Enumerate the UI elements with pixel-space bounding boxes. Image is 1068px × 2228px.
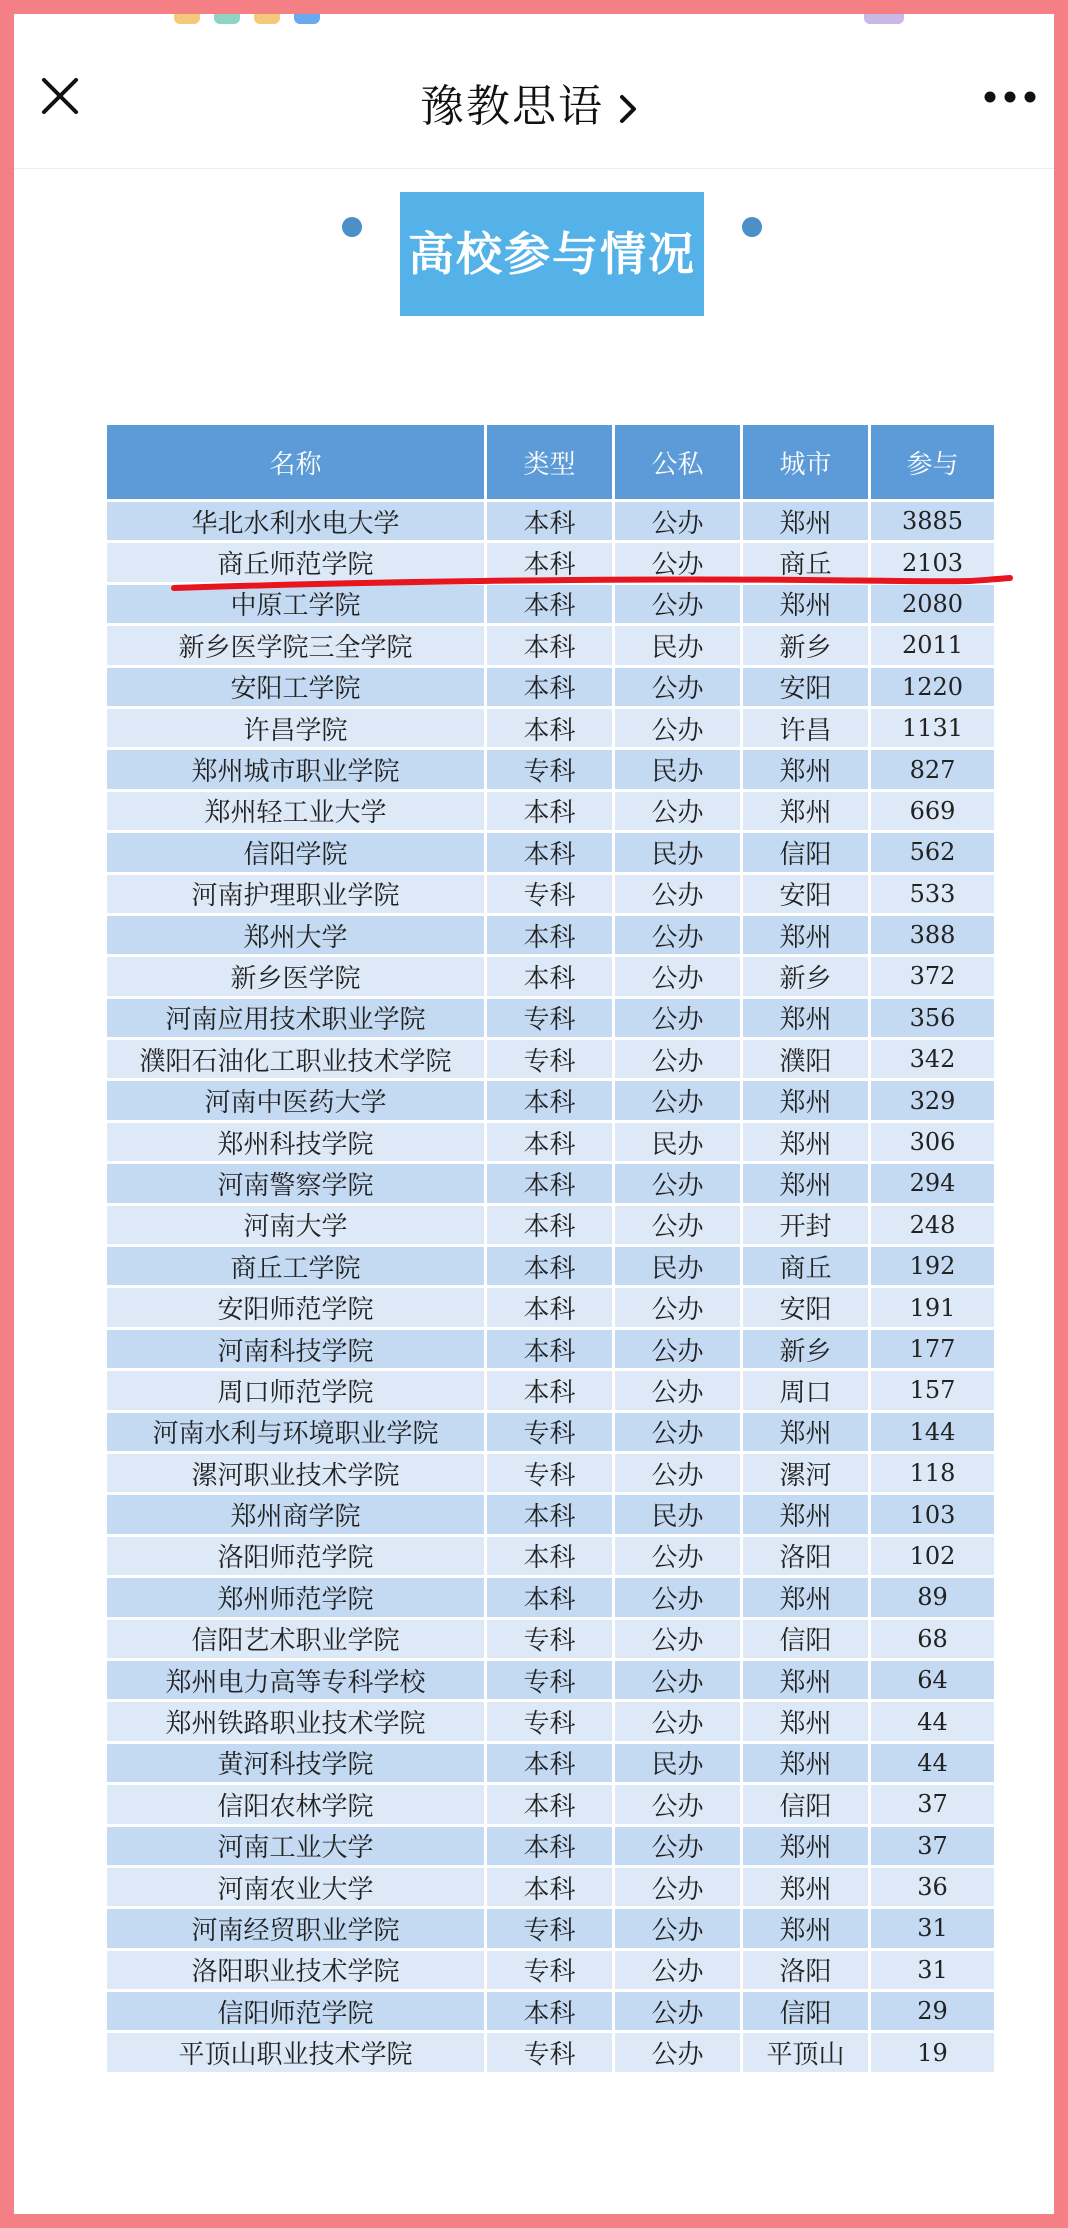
- cell-count: 29: [870, 1991, 996, 2032]
- cell-count: 562: [870, 832, 996, 873]
- table-row: [106, 1866, 996, 1907]
- cell-city: 郑州: [742, 749, 870, 790]
- table-row: [106, 1328, 996, 1369]
- table-row: [106, 542, 996, 583]
- cell-type: 本科: [486, 1080, 614, 1121]
- cell-city: 新乡: [742, 1328, 870, 1369]
- table-row: [106, 1080, 996, 1121]
- cell-type: 本科: [486, 1246, 614, 1287]
- cell-ownership: 民办: [614, 1246, 742, 1287]
- cell-name: 河南警察学院: [106, 1163, 486, 1204]
- cell-type: 本科: [486, 1742, 614, 1783]
- cell-name: 信阳农林学院: [106, 1784, 486, 1825]
- cell-type: 本科: [486, 1328, 614, 1369]
- cell-count: 102: [870, 1535, 996, 1576]
- table-row: [106, 1784, 996, 1825]
- cell-name: 河南中医药大学: [106, 1080, 486, 1121]
- cell-ownership: 公办: [614, 1825, 742, 1866]
- cell-name: 漯河职业技术学院: [106, 1452, 486, 1493]
- cell-name: 河南应用技术职业学院: [106, 997, 486, 1038]
- cell-ownership: 公办: [614, 1908, 742, 1949]
- cell-type: 专科: [486, 1452, 614, 1493]
- table-row: [106, 2032, 996, 2073]
- status-bar-icon: [174, 14, 200, 24]
- cell-name: 黄河科技学院: [106, 1742, 486, 1783]
- cell-count: 1131: [870, 707, 996, 748]
- cell-city: 郑州: [742, 997, 870, 1038]
- cell-type: 本科: [486, 1287, 614, 1328]
- table-row: [106, 749, 996, 790]
- cell-name: 河南经贸职业学院: [106, 1908, 486, 1949]
- cell-city: 洛阳: [742, 1535, 870, 1576]
- cell-type: 本科: [486, 501, 614, 542]
- column-header: 公私: [614, 424, 742, 501]
- cell-city: 信阳: [742, 1784, 870, 1825]
- cell-ownership: 民办: [614, 1121, 742, 1162]
- cell-city: 周口: [742, 1370, 870, 1411]
- cell-type: 专科: [486, 873, 614, 914]
- cell-city: 郑州: [742, 1494, 870, 1535]
- table-row: [106, 1411, 996, 1452]
- cell-type: 本科: [486, 914, 614, 955]
- cell-type: 本科: [486, 1991, 614, 2032]
- cell-name: 新乡医学院: [106, 956, 486, 997]
- cell-ownership: 公办: [614, 997, 742, 1038]
- cell-ownership: 公办: [614, 1618, 742, 1659]
- cell-ownership: 公办: [614, 1577, 742, 1618]
- cell-name: 平顶山职业技术学院: [106, 2032, 486, 2073]
- decoration-dot-left: [342, 217, 362, 237]
- cell-count: 294: [870, 1163, 996, 1204]
- cell-city: 郑州: [742, 1411, 870, 1452]
- cell-name: 河南科技学院: [106, 1328, 486, 1369]
- cell-name: 华北水利水电大学: [106, 501, 486, 542]
- cell-city: 漯河: [742, 1452, 870, 1493]
- cell-count: 144: [870, 1411, 996, 1452]
- cell-count: 68: [870, 1618, 996, 1659]
- cell-city: 商丘: [742, 542, 870, 583]
- cell-city: 信阳: [742, 832, 870, 873]
- cell-type: 本科: [486, 1370, 614, 1411]
- cell-name: 信阳艺术职业学院: [106, 1618, 486, 1659]
- cell-city: 商丘: [742, 1246, 870, 1287]
- cell-name: 濮阳石油化工职业技术学院: [106, 1039, 486, 1080]
- table-row: [106, 1163, 996, 1204]
- cell-count: 306: [870, 1121, 996, 1162]
- cell-ownership: 公办: [614, 666, 742, 707]
- table-row: [106, 1246, 996, 1287]
- cell-count: 1220: [870, 666, 996, 707]
- cell-ownership: 公办: [614, 1370, 742, 1411]
- cell-ownership: 公办: [614, 1039, 742, 1080]
- cell-city: 郑州: [742, 1121, 870, 1162]
- cell-type: 专科: [486, 1659, 614, 1700]
- table-row: [106, 1121, 996, 1162]
- cell-city: 濮阳: [742, 1039, 870, 1080]
- cell-count: 356: [870, 997, 996, 1038]
- cell-ownership: 公办: [614, 1163, 742, 1204]
- cell-count: 31: [870, 1949, 996, 1990]
- table-row: [106, 1659, 996, 1700]
- cell-type: 本科: [486, 625, 614, 666]
- table-row: [106, 583, 996, 624]
- table-row: [106, 501, 996, 542]
- cell-city: 郑州: [742, 1825, 870, 1866]
- cell-ownership: 公办: [614, 707, 742, 748]
- table-row: [106, 1535, 996, 1576]
- account-title-link[interactable]: [14, 70, 1054, 134]
- cell-city: 安阳: [742, 873, 870, 914]
- cell-name: 郑州电力高等专科学校: [106, 1659, 486, 1700]
- cell-city: 开封: [742, 1204, 870, 1245]
- cell-name: 郑州商学院: [106, 1494, 486, 1535]
- cell-ownership: 公办: [614, 914, 742, 955]
- cell-type: 专科: [486, 1701, 614, 1742]
- cell-type: 本科: [486, 1163, 614, 1204]
- cell-ownership: 民办: [614, 625, 742, 666]
- cell-count: 372: [870, 956, 996, 997]
- table-row: [106, 1370, 996, 1411]
- cell-type: 专科: [486, 1039, 614, 1080]
- cell-count: 388: [870, 914, 996, 955]
- cell-type: 本科: [486, 1577, 614, 1618]
- cell-ownership: 公办: [614, 2032, 742, 2073]
- table-row: [106, 1949, 996, 1990]
- cell-count: 44: [870, 1742, 996, 1783]
- table-row: [106, 625, 996, 666]
- cell-type: 本科: [486, 666, 614, 707]
- cell-count: 191: [870, 1287, 996, 1328]
- cell-count: 248: [870, 1204, 996, 1245]
- cell-city: 新乡: [742, 625, 870, 666]
- cell-type: 专科: [486, 1618, 614, 1659]
- cell-city: 郑州: [742, 1742, 870, 1783]
- cell-city: 安阳: [742, 1287, 870, 1328]
- cell-city: 郑州: [742, 1577, 870, 1618]
- cell-ownership: 公办: [614, 1991, 742, 2032]
- cell-type: 专科: [486, 1411, 614, 1452]
- cell-type: 本科: [486, 1866, 614, 1907]
- cell-type: 本科: [486, 1825, 614, 1866]
- cell-city: 郑州: [742, 501, 870, 542]
- table-row: [106, 1742, 996, 1783]
- cell-type: 本科: [486, 1204, 614, 1245]
- cell-city: 平顶山: [742, 2032, 870, 2073]
- cell-name: 中原工学院: [106, 583, 486, 624]
- table-row: [106, 707, 996, 748]
- cell-ownership: 公办: [614, 1411, 742, 1452]
- status-bar-icon: [214, 14, 240, 24]
- cell-count: 37: [870, 1784, 996, 1825]
- cell-ownership: 民办: [614, 1742, 742, 1783]
- status-bar-icon: [294, 14, 320, 24]
- cell-count: 118: [870, 1452, 996, 1493]
- table-row: [106, 1701, 996, 1742]
- cell-city: 郑州: [742, 1701, 870, 1742]
- cell-city: 许昌: [742, 707, 870, 748]
- cell-city: 郑州: [742, 1866, 870, 1907]
- cell-ownership: 公办: [614, 1452, 742, 1493]
- table-row: [106, 1204, 996, 1245]
- cell-city: 郑州: [742, 1659, 870, 1700]
- table-row: [106, 1825, 996, 1866]
- table-row: [106, 1494, 996, 1535]
- cell-type: 专科: [486, 749, 614, 790]
- cell-count: 36: [870, 1866, 996, 1907]
- cell-name: 河南水利与环境职业学院: [106, 1411, 486, 1452]
- cell-name: 河南护理职业学院: [106, 873, 486, 914]
- cell-type: 专科: [486, 1908, 614, 1949]
- cell-city: 信阳: [742, 1618, 870, 1659]
- cell-ownership: 公办: [614, 1328, 742, 1369]
- cell-type: 本科: [486, 832, 614, 873]
- cell-city: 洛阳: [742, 1949, 870, 1990]
- cell-ownership: 公办: [614, 1080, 742, 1121]
- table-row: [106, 1908, 996, 1949]
- cell-type: 本科: [486, 1784, 614, 1825]
- cell-count: 533: [870, 873, 996, 914]
- cell-count: 2103: [870, 542, 996, 583]
- cell-type: 本科: [486, 542, 614, 583]
- screenshot-frame: [14, 14, 1054, 2214]
- cell-ownership: 公办: [614, 1204, 742, 1245]
- cell-type: 本科: [486, 1121, 614, 1162]
- cell-type: 本科: [486, 583, 614, 624]
- cell-type: 专科: [486, 997, 614, 1038]
- more-options-button[interactable]: [980, 72, 1040, 122]
- table-row: [106, 914, 996, 955]
- cell-name: 河南大学: [106, 1204, 486, 1245]
- column-header: 类型: [486, 424, 614, 501]
- cell-name: 许昌学院: [106, 707, 486, 748]
- more-dots-icon: [980, 72, 1040, 122]
- page-title: 豫教思语: [420, 81, 604, 132]
- status-bar: [14, 14, 1054, 28]
- status-bar-icon: [864, 14, 904, 24]
- cell-ownership: 民办: [614, 749, 742, 790]
- cell-ownership: 公办: [614, 583, 742, 624]
- cell-count: 192: [870, 1246, 996, 1287]
- cell-name: 新乡医学院三全学院: [106, 625, 486, 666]
- cell-count: 3885: [870, 501, 996, 542]
- cell-ownership: 公办: [614, 790, 742, 831]
- cell-ownership: 公办: [614, 956, 742, 997]
- column-header: 名称: [106, 424, 486, 501]
- table-row: [106, 832, 996, 873]
- chevron-right-icon: [608, 89, 648, 129]
- column-header: 参与: [870, 424, 996, 501]
- cell-city: 郑州: [742, 914, 870, 955]
- cell-name: 信阳师范学院: [106, 1991, 486, 2032]
- cell-city: 郑州: [742, 1908, 870, 1949]
- cell-name: 商丘师范学院: [106, 542, 486, 583]
- cell-count: 37: [870, 1825, 996, 1866]
- table-row: [106, 997, 996, 1038]
- cell-type: 本科: [486, 1494, 614, 1535]
- cell-name: 安阳工学院: [106, 666, 486, 707]
- cell-ownership: 民办: [614, 832, 742, 873]
- participation-table-image: [104, 422, 994, 2075]
- table-row: [106, 873, 996, 914]
- cell-ownership: 公办: [614, 1535, 742, 1576]
- cell-count: 89: [870, 1577, 996, 1618]
- cell-name: 周口师范学院: [106, 1370, 486, 1411]
- participation-table: [104, 422, 997, 2075]
- table-row: [106, 1039, 996, 1080]
- column-header: 城市: [742, 424, 870, 501]
- cell-ownership: 公办: [614, 1659, 742, 1700]
- cell-ownership: 公办: [614, 1784, 742, 1825]
- cell-count: 157: [870, 1370, 996, 1411]
- table-row: [106, 956, 996, 997]
- cell-count: 64: [870, 1659, 996, 1700]
- cell-city: 郑州: [742, 583, 870, 624]
- cell-type: 本科: [486, 1535, 614, 1576]
- cell-name: 郑州轻工业大学: [106, 790, 486, 831]
- cell-name: 安阳师范学院: [106, 1287, 486, 1328]
- cell-ownership: 公办: [614, 1949, 742, 1990]
- cell-count: 31: [870, 1908, 996, 1949]
- cell-count: 103: [870, 1494, 996, 1535]
- cell-count: 329: [870, 1080, 996, 1121]
- cell-type: 本科: [486, 956, 614, 997]
- cell-ownership: 公办: [614, 1866, 742, 1907]
- cell-ownership: 公办: [614, 1701, 742, 1742]
- cell-name: 洛阳职业技术学院: [106, 1949, 486, 1990]
- cell-count: 177: [870, 1328, 996, 1369]
- cell-name: 商丘工学院: [106, 1246, 486, 1287]
- cell-type: 专科: [486, 1949, 614, 1990]
- table-header-row: [106, 424, 996, 501]
- cell-ownership: 公办: [614, 1287, 742, 1328]
- cell-city: 信阳: [742, 1991, 870, 2032]
- cell-name: 郑州科技学院: [106, 1121, 486, 1162]
- table-row: [106, 1618, 996, 1659]
- cell-count: 827: [870, 749, 996, 790]
- cell-name: 信阳学院: [106, 832, 486, 873]
- cell-name: 郑州铁路职业技术学院: [106, 1701, 486, 1742]
- cell-count: 44: [870, 1701, 996, 1742]
- table-row: [106, 1452, 996, 1493]
- cell-name: 郑州师范学院: [106, 1577, 486, 1618]
- cell-type: 本科: [486, 790, 614, 831]
- cell-name: 郑州大学: [106, 914, 486, 955]
- table-body: [106, 501, 996, 2074]
- cell-city: 新乡: [742, 956, 870, 997]
- cell-ownership: 民办: [614, 1494, 742, 1535]
- cell-name: 洛阳师范学院: [106, 1535, 486, 1576]
- cell-city: 郑州: [742, 790, 870, 831]
- cell-count: 342: [870, 1039, 996, 1080]
- cell-count: 2011: [870, 625, 996, 666]
- table-row: [106, 1287, 996, 1328]
- section-title: 高校参与情况: [400, 192, 704, 316]
- cell-type: 专科: [486, 2032, 614, 2073]
- cell-type: 本科: [486, 707, 614, 748]
- cell-city: 郑州: [742, 1080, 870, 1121]
- cell-ownership: 公办: [614, 542, 742, 583]
- status-bar-icon: [254, 14, 280, 24]
- nav-bar: [14, 28, 1054, 169]
- cell-name: 河南农业大学: [106, 1866, 486, 1907]
- cell-name: 河南工业大学: [106, 1825, 486, 1866]
- decoration-dot-right: [742, 217, 762, 237]
- cell-ownership: 公办: [614, 873, 742, 914]
- cell-count: 19: [870, 2032, 996, 2073]
- table-row: [106, 1577, 996, 1618]
- cell-ownership: 公办: [614, 501, 742, 542]
- table-row: [106, 1991, 996, 2032]
- cell-city: 郑州: [742, 1163, 870, 1204]
- cell-count: 2080: [870, 583, 996, 624]
- table-row: [106, 790, 996, 831]
- table-row: [106, 666, 996, 707]
- cell-name: 郑州城市职业学院: [106, 749, 486, 790]
- cell-city: 安阳: [742, 666, 870, 707]
- cell-count: 669: [870, 790, 996, 831]
